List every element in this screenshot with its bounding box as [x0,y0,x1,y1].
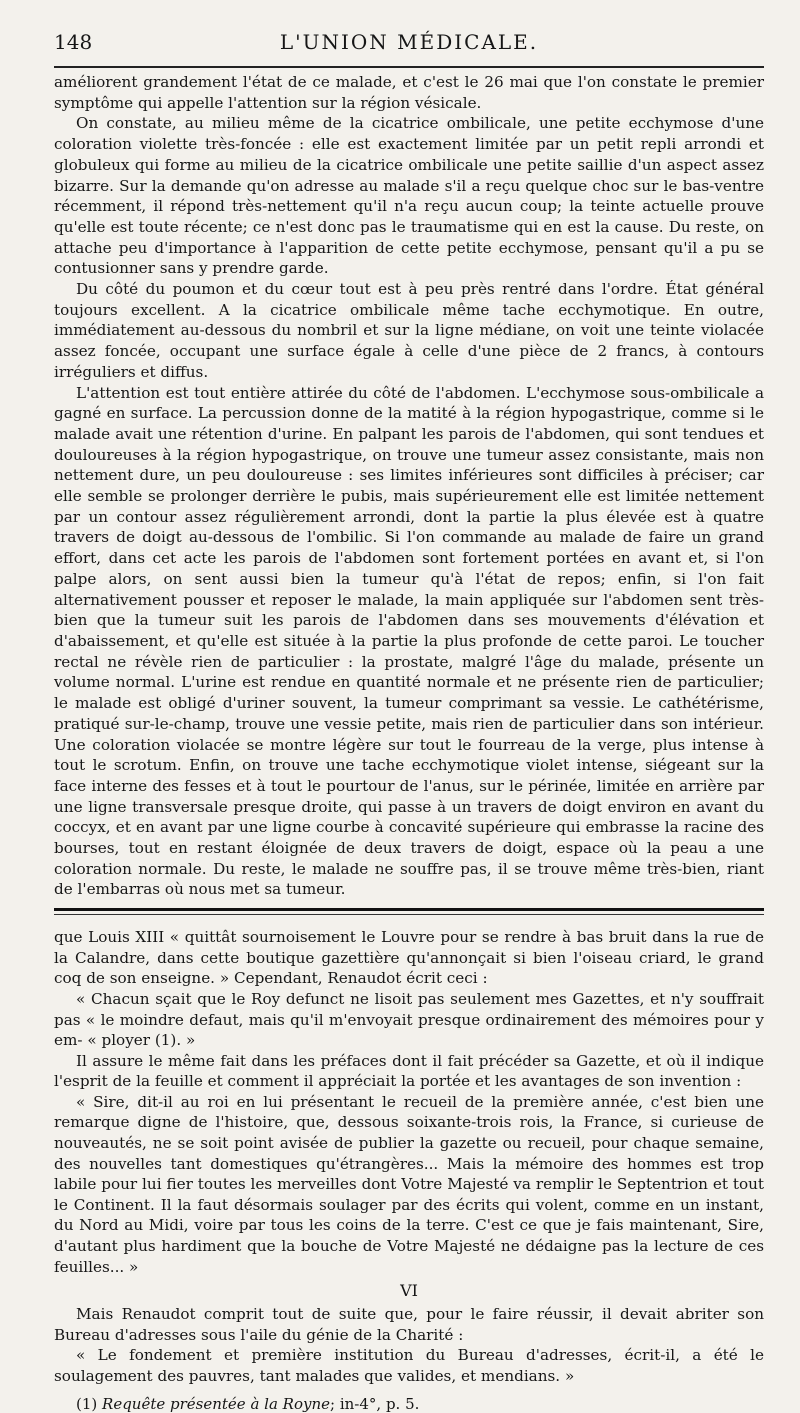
feuilleton-paragraph-1: que Louis XIII « quittât sournoisement le Louvre pour se rendre à bas bruit dans la rue de la Calandre, dans cette boutique gazettière qu'annonçait si bien l'oiseau criard, le grand coq de son enseigne. » Cependant, Renaudot écrit ceci : [54,928,764,988]
section-heading: VI [400,1281,418,1301]
feuilleton-paragraph-6: « Le fondement et première institution du Bureau d'adresses, écrit-il, a été le soulagement des pauvres, tant malades que valides, et mendians. » [54,1346,764,1385]
report-paragraph-2: On constate, au milieu même de la cicatrice ombilicale, une petite ecchymose d'une coloration violette très-foncée : elle est exactement limitée par un petit repli arrondi et globuleux qui forme au milieu de la cicatrice ombilicale une petite saillie d'un aspect assez bizarre. Sur la demande qu'on adresse au malade s'il a reçu quelque choc sur le bas-ventre récemment, il répond très-nettement qu'il n'a reçu aucun coup; la teinte actuelle prouve qu'elle est toute récente; ce n'est donc pas le traumatisme qui en est la cause. Du reste, on attache peu d'importance à l'apparition de cette petite ecchymose, pensant qu'il a pu se contusionner sans y prendre garde. [54,114,764,278]
footnote-marker: (1) [76,1394,98,1413]
footnote-title: Requête présentée à la Royne [102,1394,331,1413]
page-header [54,22,764,60]
feuilleton-column [54,927,764,1412]
feuilleton-paragraph-3: Il assure le même fait dans les préfaces dont il fait précéder sa Gazette, et où il indique l'esprit de la feuille et comment il appréciait la portée et les avantages de son invention : [54,1051,764,1091]
page-number: 148 [54,30,93,54]
feuilleton-paragraph-5: Mais Renaudot comprit tout de suite que, pour le faire réussir, il devait abriter son Bureau d'adresses sous l'aile du génie de la Charité : [54,1305,764,1344]
feuilleton-paragraph-4: « Sire, dit-il au roi en lui présentant le recueil de la première année, c'est bien une remarque digne de l'histoire, que, dessous soixante-trois rois, la France, si curieuse de nouveautés, ne se soit point avisée de publier la gazette ou recueil, pour chaque semaine, des nouvelles tant domestiques qu'étrangères... Mais la mémoire des hommes est trop labile pour lui fier toutes les merveilles dont Votre Majesté va remplir le Septentrion et tout le Continent. Il la faut désormais soulager par des écrits qui volent, comme en un instant, du Nord au Midi, voire par tous les coins de la terre. C'est ce que je fais maintenant, Sire, d'autant plus hardiment que la bouche de Votre Majesté ne dédaigne pas la lecture de ces feuilles... » [54,1092,764,1276]
feuilleton-paragraph-2: « Chacun sçait que le Roy defunct ne lisoit pas seulement mes Gazettes, et n'y souffrait pas « le moindre defaut, mais qu'il m'envoyait presque ordinairement des mémoires pour y em- « ployer (1). » [54,989,764,1050]
report-paragraph-3: Du côté du poumon et du cœur tout est à peu près rentré dans l'ordre. État général toujours excellent. A la cicatrice ombilicale même tache ecchymotique. En outre, immédiatement au-dessous du nombril et sur la ligne médiane, on voit une teinte violacée assez foncée, occupant une surface égale à celle d'une pièce de 2 francs, à contours irréguliers et diffus. [54,280,764,381]
header-rule [54,66,764,68]
feuilleton-separator [54,908,764,915]
footnote-rest: ; in-4°, p. 5. [330,1394,420,1413]
report-paragraph-4: L'attention est tout entière attirée du côté de l'abdomen. L'ecchymose sous-ombilicale a gagné en surface. La percussion donne de la matité à la région hypogastrique, comme si le malade avait une rétention d'urine. En palpant les parois de l'abdomen, qui sont tendues et douloureuses à la région hypogastrique, on trouve une tumeur assez consistante, mais non nettement dure, un peu douloureuse : ses limites inférieures sont difficiles à préciser; car elle semble se prolonger derrière le pubis, mais supérieurement elle est limitée nettement par un contour assez régulièrement arrondi, dont la partie la plus élevée est à quatre travers de doigt au-dessous de l'ombilic. Si l'on commande au malade de faire un grand effort, dans cet acte les parois de l'abdomen sont fortement portées en avant et, si l'on palpe alors, on sent aussi bien la tumeur qu'à l'état de repos; enfin, si l'on fait alternativement pousser et reposer le malade, la main appliquée sur l'abdomen sent très-bien que la tumeur suit les parois de l'abdomen dans ses mouvements d'élévation et d'abaissement, et qu'elle est située à la partie la plus profonde de cette paroi. Le toucher rectal ne révèle rien de particulier : la prostate, malgré l'âge du malade, présente un volume normal. L'urine est rendue en quantité normale et ne présente rien de particulier; le malade est obligé d'uriner souvent, la tumeur comprimant sa vessie. Le cathétérisme, pratiqué sur-le-champ, trouve une vessie petite, mais rien de particulier dans son intérieur. Une coloration violacée se montre légère sur tout le fourreau de la verge, plus intense à tout le scrotum. Enfin, on trouve une tache ecchymotique violet intense, siégeant sur la face interne des fesses et à tout le pourtour de l'anus, sur le périnée, limitée en arrière par une ligne transversale presque droite, qui passe à un travers de doigt environ en avant du coccyx, et en avant par une ligne courbe à concavité supérieure qui embrasse la racine des bourses, tout en restant éloignée de deux travers de doigt, espace où la peau a une coloration normale. Du reste, le malade ne souffre pas, il se trouve même très-bien, riant de l'embarras où nous met sa tumeur. [54,383,764,899]
footnote [54,1395,764,1413]
running-title: L'UNION MÉDICALE. [279,30,539,54]
report-paragraph-1: améliorent grandement l'état de ce malade, et c'est le 26 mai que l'on constate le premier symptôme qui appelle l'attention sur la région vésicale. [54,73,764,112]
medical-report-column [54,72,764,900]
